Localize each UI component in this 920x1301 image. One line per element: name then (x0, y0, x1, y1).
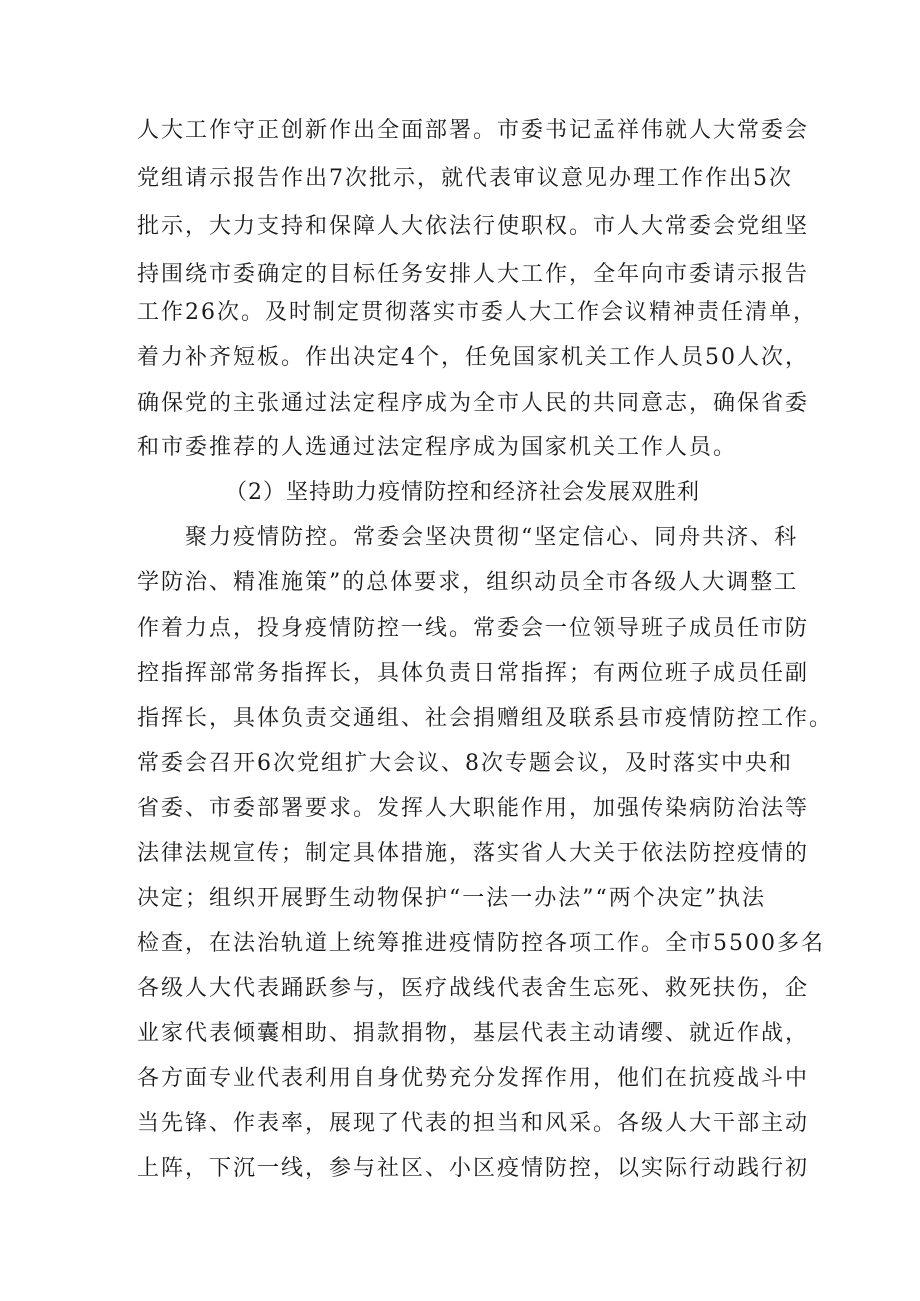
paragraph-2-line: 聚力疫情防控。常委会坚决贯彻“坚定信心、同舟共济、科 (185, 525, 799, 550)
paragraph-2-line: 决定；组织开展野生动物保护“一法一办法”“两个决定”执法 (137, 886, 766, 911)
paragraph-1-line: 持围绕市委确定的目标任务安排人大工作，全年向市委请示报告 (137, 262, 810, 287)
paragraph-1-line: 确保党的主张通过法定程序成为全市人民的共同意志，确保省委 (137, 391, 810, 416)
paragraph-2-line: 检查，在法治轨道上统筹推进疫情防控各项工作。全市5500多名 (137, 931, 825, 956)
paragraph-2-line: 各方面专业代表利用自身优势充分发挥作用，他们在抗疫战斗中 (137, 1066, 810, 1091)
paragraph-2-line: 常委会召开6次党组扩大会议、8次专题会议，及时落实中央和 (137, 751, 793, 776)
paragraph-1-line: 党组请示报告作出7次批示，就代表审议意见办理工作作出5次 (137, 166, 793, 191)
paragraph-2-line: 学防治、精准施策”的总体要求，组织动员全市各级人大调整工 (137, 570, 799, 595)
paragraph-1-line: 和市委推荐的人选通过法定程序成为国家机关工作人员。 (137, 435, 738, 460)
paragraph-2-line: 作着力点，投身疫情防控一线。常委会一位领导班子成员任市防 (137, 616, 810, 641)
paragraph-2-line: 指挥长，具体负责交通组、社会捐赠组及联系县市疫情防控工作。 (137, 706, 834, 731)
paragraph-2-line: 上阵，下沉一线，参与社区、小区疫情防控，以实际行动践行初 (137, 1156, 810, 1181)
paragraph-1-line: 工作26次。及时制定贯彻落实市委人大工作会议精神责任清单， (137, 300, 817, 325)
paragraph-2-line: 控指挥部常务指挥长，具体负责日常指挥；有两位班子成员任副 (137, 661, 810, 686)
paragraph-1-line: 人大工作守正创新作出全面部署。市委书记孟祥伟就人大常委会 (137, 118, 810, 143)
paragraph-2-line: 省委、市委部署要求。发挥人大职能作用，加强传染病防治法等 (137, 796, 810, 821)
paragraph-2-line: 业家代表倾囊相助、捐款捐物，基层代表主动请缨、就近作战， (137, 1021, 810, 1046)
paragraph-1-line: 着力补齐短板。作出决定4个，任免国家机关工作人员50人次， (137, 345, 809, 370)
paragraph-1-line: 批示，大力支持和保障人大依法行使职权。市人大常委会党组坚 (137, 214, 810, 239)
paragraph-2-line: 当先锋、作表率，展现了代表的担当和风采。各级人大干部主动 (137, 1111, 810, 1136)
section-heading: （2）坚持助力疫情防控和经济社会发展双胜利 (225, 480, 700, 505)
paragraph-2-line: 各级人大代表踊跃参与，医疗战线代表舍生忘死、救死扶伤，企 (137, 976, 810, 1001)
paragraph-2-line: 法律法规宣传；制定具体措施，落实省人大关于依法防控疫情的 (137, 841, 810, 866)
